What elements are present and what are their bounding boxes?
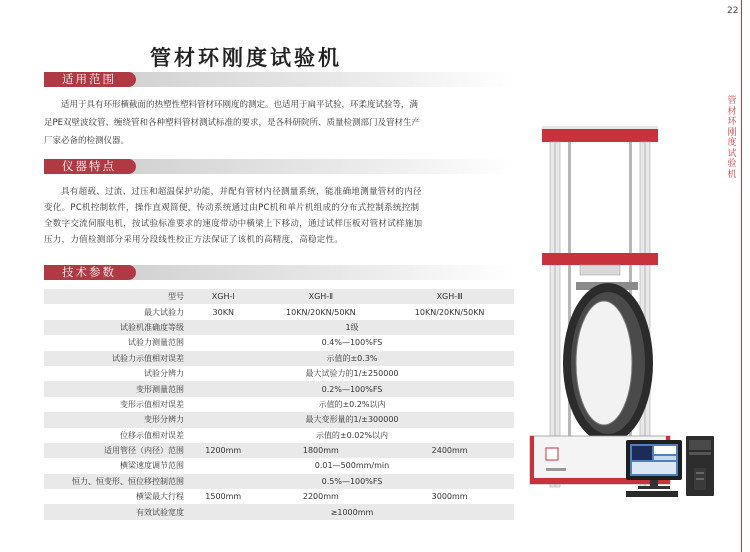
table-cell: 0.2%—100%FS	[190, 381, 514, 396]
table-cell: 10KN/20KN/50KN	[414, 307, 485, 317]
table-header-model: XGH-Ⅲ	[385, 289, 514, 304]
spec-table	[44, 289, 514, 520]
table-row	[44, 366, 514, 381]
table-row	[44, 474, 514, 489]
table-header-label: 型号	[44, 289, 190, 304]
table-row-label: 变形示值相对误差	[120, 399, 184, 409]
table-cell: 1级	[190, 320, 514, 335]
section-label-features: 仪器特点	[62, 159, 116, 173]
keyboard	[626, 491, 678, 497]
section-header-features	[44, 159, 514, 174]
side-label: 管材环刚度试验机	[727, 96, 737, 180]
table-cell: 示值的±0.3%	[190, 351, 514, 366]
table-row-label: 试验分辨力	[144, 369, 184, 379]
table-cell: 1800mm	[256, 443, 385, 458]
ring-stiffness-testing-machine-illustration	[520, 118, 720, 503]
table-row-label: 试验力测量范围	[128, 338, 184, 348]
table-cell: 30KN	[212, 307, 234, 317]
table-row	[44, 443, 514, 458]
page-title: 管材环刚度试验机	[150, 46, 342, 70]
table-cell: 0.4%—100%FS	[321, 338, 383, 348]
table-row	[44, 304, 514, 319]
table-cell: 示值的±0.2%以内	[318, 399, 386, 409]
table-cell: 10KN/20KN/50KN	[286, 307, 356, 317]
table-row-label: 变形测量范围	[44, 381, 190, 396]
table-row-label: 适用管径（内径）范围	[44, 443, 190, 458]
table-cell: 最大变形量的1/±300000	[190, 412, 514, 427]
page-number: 22	[727, 6, 739, 16]
table-row	[44, 458, 514, 473]
table-cell: 1200mm	[190, 443, 256, 458]
table-row-label: 横梁最大行程	[136, 492, 184, 502]
table-cell: 示值的±0.02%以内	[315, 430, 389, 440]
table-row-label: 最大试验力	[144, 307, 184, 317]
table-row	[44, 351, 514, 366]
table-row	[44, 489, 514, 504]
table-cell: 2200mm	[302, 492, 339, 502]
table-row	[44, 412, 514, 427]
table-row	[44, 504, 514, 519]
features-paragraph: 具有超载、过流、过压和超温保护功能，并配有管材内径测量系统，能准确地测量管材的内径变化。PC机控制软件，操作直观简便，传动系统通过由PC机和单片机组成的分布式控制系统控制全数字交流伺服电机，按试验标准要求的速度带动中横梁上下移动，通过试样压板对管材试样施加压力，力值检测部分采用分段线性校正方法保证了该机的高精度，高稳定性。	[44, 187, 423, 245]
table-row	[44, 335, 514, 350]
table-row-label: 位移示值相对误差	[120, 430, 184, 440]
table-row	[44, 397, 514, 412]
table-cell: 0.01—500mm/min	[314, 461, 390, 471]
scope-paragraph: 适用于具有环形横截面的热塑性塑料管材环刚度的测定。也适用于扁平试验，环柔度试验等，满足PE双壁波纹管、缠绕管和各种塑料管材测试标准的要求，是各科研院所、质量检测部门及管材生产厂家必备的检测仪器。	[44, 100, 421, 146]
table-row-label: 横梁速度调节范围	[120, 461, 184, 471]
table-cell: 0.5%—100%FS	[190, 474, 514, 489]
table-row-label: 变形分辨力	[44, 412, 190, 427]
table-row-label: 有效试验宽度	[44, 504, 190, 519]
section-label-params: 技术参数	[62, 265, 116, 279]
section-header-scope	[44, 72, 514, 87]
top-crossbeam	[542, 128, 658, 142]
table-row	[44, 428, 514, 443]
table-cell: ≥1000mm	[190, 504, 514, 519]
section-header-params	[44, 265, 514, 280]
table-header-model: XGH-Ⅱ	[256, 289, 385, 304]
table-row-label: 恒力、恒变形、恒位移控制范围	[44, 474, 190, 489]
table-row-label: 试验力示值相对误差	[44, 351, 190, 366]
spec-table-body	[44, 289, 514, 520]
moving-crossbeam	[542, 253, 658, 265]
table-row-label: 试验机准确度等级	[44, 320, 190, 335]
table-cell: 最大试验力的1/±250000	[305, 369, 399, 379]
section-label-scope: 适用范围	[62, 72, 116, 86]
table-cell: 3000mm	[431, 492, 468, 502]
table-cell: 1500mm	[205, 492, 242, 502]
table-cell: 2400mm	[385, 443, 514, 458]
side-divider-line	[741, 0, 742, 552]
table-row	[44, 381, 514, 396]
table-row	[44, 320, 514, 335]
table-header-row	[44, 289, 514, 304]
table-header-model: XGH-Ⅰ	[190, 289, 256, 304]
